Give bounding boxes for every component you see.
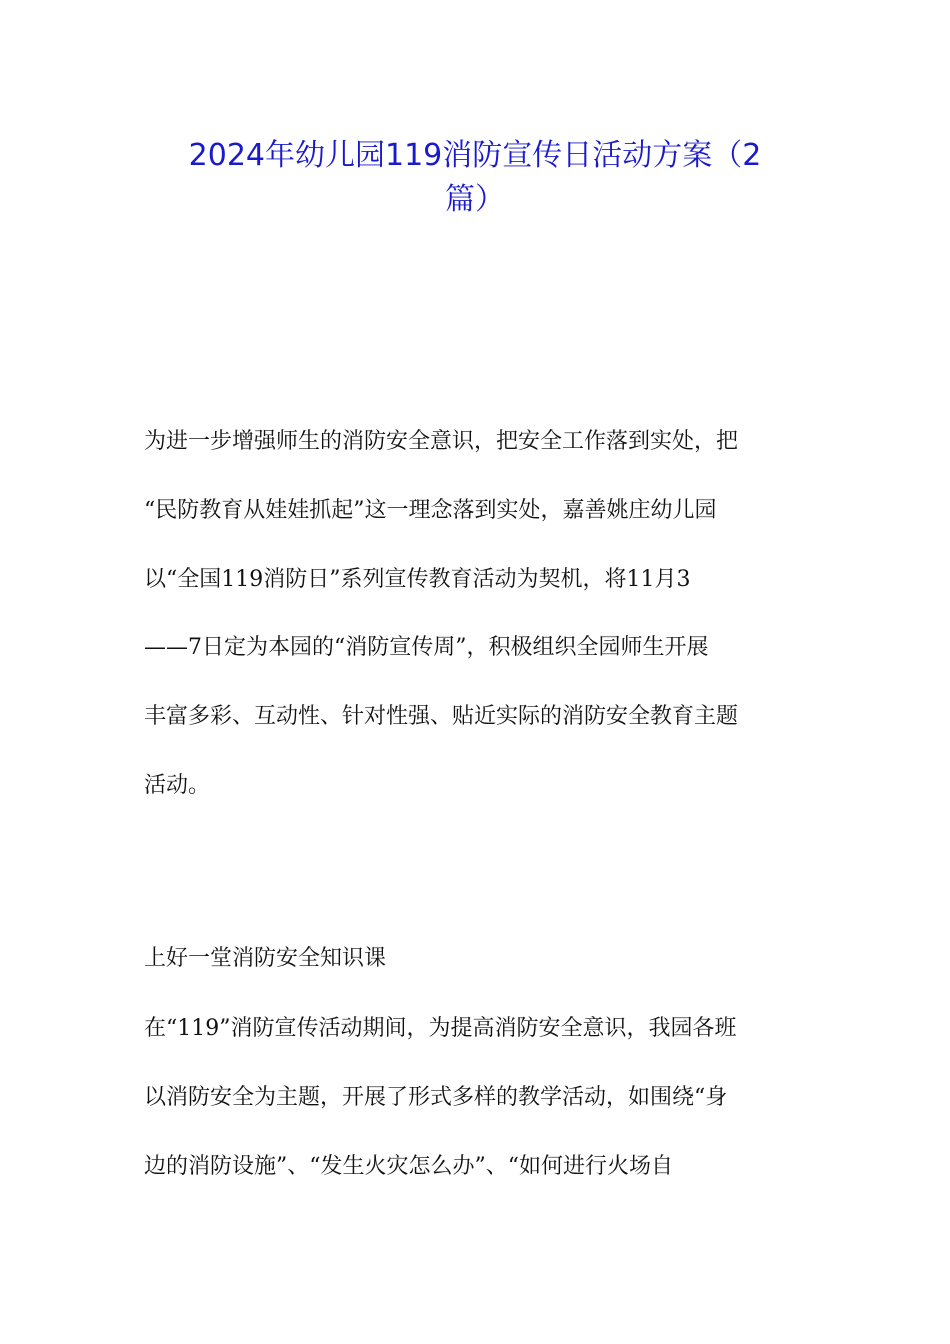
intro-line: 以“全国119消防日”系列宣传教育活动为契机，将11月3 <box>144 567 691 592</box>
section-line: 以消防安全为主题，开展了形式多样的教学活动，如围绕“身 <box>144 1085 728 1110</box>
intro-line: “民防教育从娃娃抓起”这一理念落到实处，嘉善姚庄幼儿园 <box>144 498 717 523</box>
intro-line: 丰富多彩、互动性、针对性强、贴近实际的消防安全教育主题 <box>144 704 739 729</box>
intro-line: 活动。 <box>144 773 211 798</box>
section-heading: 上好一堂消防安全知识课 <box>144 946 387 971</box>
intro-line: ——7日定为本园的“消防宣传周”，积极组织全园师生开展 <box>144 635 709 660</box>
section-line: 在“119”消防宣传活动期间，为提高消防安全意识，我园各班 <box>144 1016 737 1041</box>
intro-line: 为进一步增强师生的消防安全意识，把安全工作落到实处，把 <box>144 429 739 454</box>
document-title-line-2: 篇） <box>445 182 505 217</box>
document-title-line-1: 2024年幼儿园119消防宣传日活动方案（2 <box>188 138 762 173</box>
section-line: 边的消防设施”、“发生火灾怎么办”、“如何进行火场自 <box>144 1154 673 1179</box>
